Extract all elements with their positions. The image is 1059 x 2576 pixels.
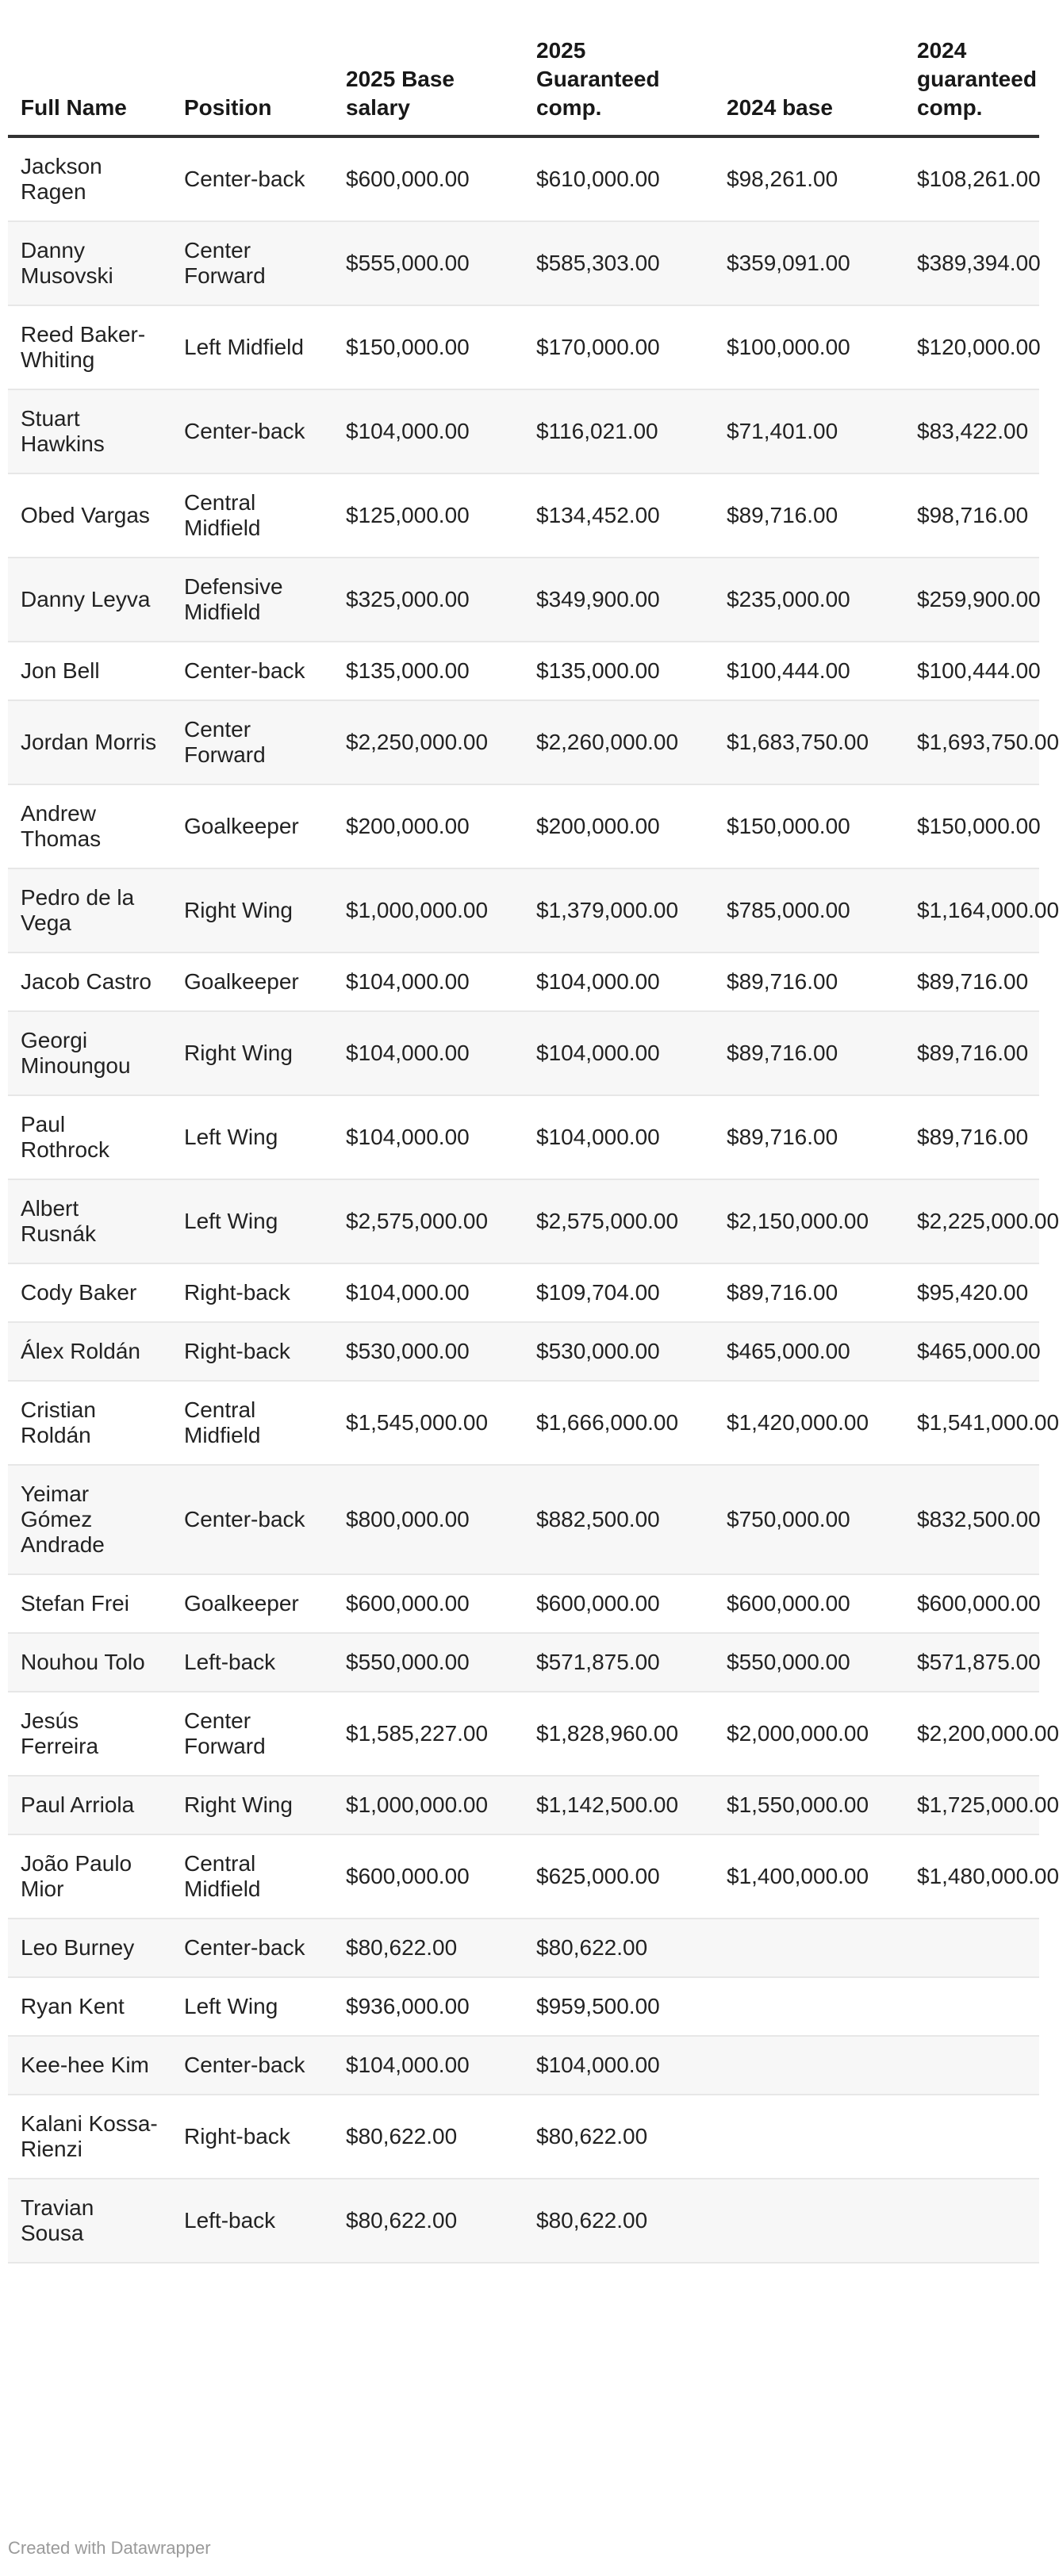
cell-2025-base-salary: $104,000.00	[333, 389, 524, 473]
cell-2025-guaranteed-comp: $104,000.00	[524, 1011, 714, 1095]
cell-full-name: Paul Rothrock	[8, 1095, 171, 1179]
cell-full-name: Albert Rusnák	[8, 1179, 171, 1263]
cell-2025-base-salary: $555,000.00	[333, 221, 524, 305]
cell-position: Center Forward	[171, 221, 333, 305]
cell-2024-guaranteed-comp: $571,875.00	[904, 1633, 1039, 1692]
cell-2025-guaranteed-comp: $349,900.00	[524, 558, 714, 642]
cell-full-name: Jordan Morris	[8, 700, 171, 784]
cell-full-name: Cody Baker	[8, 1263, 171, 1322]
cell-2025-base-salary: $104,000.00	[333, 953, 524, 1011]
table-row	[8, 1834, 1039, 1919]
cell-2024-base: $98,261.00	[714, 136, 904, 221]
cell-2025-base-salary: $150,000.00	[333, 305, 524, 389]
cell-2025-base-salary: $600,000.00	[333, 136, 524, 221]
cell-full-name: Jon Bell	[8, 642, 171, 700]
cell-2024-guaranteed-comp: $832,500.00	[904, 1465, 1039, 1574]
cell-2025-base-salary: $104,000.00	[333, 2036, 524, 2095]
cell-2024-base: $89,716.00	[714, 1011, 904, 1095]
table-row	[8, 389, 1039, 473]
cell-2025-base-salary: $2,575,000.00	[333, 1179, 524, 1263]
cell-2024-base: $71,401.00	[714, 389, 904, 473]
cell-position: Goalkeeper	[171, 953, 333, 1011]
table-row	[8, 784, 1039, 868]
cell-2024-guaranteed-comp	[904, 2036, 1039, 2095]
cell-2025-guaranteed-comp: $1,666,000.00	[524, 1381, 714, 1465]
cell-2024-base: $89,716.00	[714, 1095, 904, 1179]
table-row	[8, 1977, 1039, 2036]
table-row	[8, 1095, 1039, 1179]
cell-position: Center Forward	[171, 1692, 333, 1776]
cell-2025-base-salary: $1,545,000.00	[333, 1381, 524, 1465]
cell-2024-guaranteed-comp: $95,420.00	[904, 1263, 1039, 1322]
cell-2025-guaranteed-comp: $610,000.00	[524, 136, 714, 221]
table-row	[8, 642, 1039, 700]
cell-2024-guaranteed-comp: $89,716.00	[904, 1095, 1039, 1179]
cell-2024-base: $1,550,000.00	[714, 1776, 904, 1834]
column-header-position[interactable]: Position	[171, 24, 333, 136]
cell-position: Left-back	[171, 2179, 333, 2263]
cell-2024-base	[714, 2036, 904, 2095]
cell-position: Left Midfield	[171, 305, 333, 389]
cell-2024-guaranteed-comp: $389,394.00	[904, 221, 1039, 305]
cell-full-name: Georgi Minoungou	[8, 1011, 171, 1095]
column-header-2024-base[interactable]: 2024 base	[714, 24, 904, 136]
cell-2024-base: $89,716.00	[714, 953, 904, 1011]
cell-position: Left Wing	[171, 1179, 333, 1263]
cell-position: Central Midfield	[171, 1381, 333, 1465]
cell-position: Center-back	[171, 642, 333, 700]
column-header-2025-guaranteed-comp[interactable]: 2025 Guaranteed comp.	[524, 24, 714, 136]
cell-2024-base: $235,000.00	[714, 558, 904, 642]
salary-table	[8, 24, 1059, 2264]
cell-2024-guaranteed-comp: $100,444.00	[904, 642, 1039, 700]
table-row	[8, 1011, 1039, 1095]
cell-2024-guaranteed-comp: $98,716.00	[904, 473, 1039, 558]
cell-2025-guaranteed-comp: $109,704.00	[524, 1263, 714, 1322]
cell-full-name: Obed Vargas	[8, 473, 171, 558]
cell-2025-guaranteed-comp: $530,000.00	[524, 1322, 714, 1381]
cell-full-name: Nouhou Tolo	[8, 1633, 171, 1692]
cell-2025-guaranteed-comp: $80,622.00	[524, 1919, 714, 1977]
column-header-2024-guaranteed-comp[interactable]: 2024 guaranteed comp.	[904, 24, 1039, 136]
table-header	[8, 24, 1039, 136]
cell-2025-guaranteed-comp: $80,622.00	[524, 2179, 714, 2263]
cell-2025-guaranteed-comp: $200,000.00	[524, 784, 714, 868]
cell-2025-base-salary: $135,000.00	[333, 642, 524, 700]
cell-2024-guaranteed-comp: $150,000.00	[904, 784, 1039, 868]
cell-2025-base-salary: $125,000.00	[333, 473, 524, 558]
table-row	[8, 1381, 1039, 1465]
cell-position: Center-back	[171, 389, 333, 473]
cell-position: Center-back	[171, 1465, 333, 1574]
cell-2025-base-salary: $104,000.00	[333, 1011, 524, 1095]
cell-position: Left-back	[171, 1633, 333, 1692]
cell-2024-guaranteed-comp	[904, 2179, 1039, 2263]
table-row	[8, 221, 1039, 305]
table-row	[8, 558, 1039, 642]
cell-2025-base-salary: $1,000,000.00	[333, 1776, 524, 1834]
table-body	[8, 136, 1059, 2263]
cell-full-name: Leo Burney	[8, 1919, 171, 1977]
cell-full-name: Paul Arriola	[8, 1776, 171, 1834]
cell-2024-base: $100,444.00	[714, 642, 904, 700]
cell-2025-guaranteed-comp: $600,000.00	[524, 1574, 714, 1633]
cell-2025-base-salary: $80,622.00	[333, 2179, 524, 2263]
table-row	[8, 1179, 1039, 1263]
cell-2024-guaranteed-comp	[904, 2095, 1039, 2179]
cell-2024-base: $785,000.00	[714, 868, 904, 953]
cell-2025-guaranteed-comp: $134,452.00	[524, 473, 714, 558]
table-row	[8, 1692, 1039, 1776]
cell-2025-guaranteed-comp: $2,575,000.00	[524, 1179, 714, 1263]
cell-2024-guaranteed-comp: $1,725,000.00	[904, 1776, 1039, 1834]
cell-position: Center-back	[171, 1919, 333, 1977]
cell-position: Central Midfield	[171, 473, 333, 558]
cell-2025-base-salary: $600,000.00	[333, 1834, 524, 1919]
cell-full-name: Stefan Frei	[8, 1574, 171, 1633]
table-row	[8, 953, 1039, 1011]
cell-position: Right Wing	[171, 1776, 333, 1834]
cell-2024-base: $600,000.00	[714, 1574, 904, 1633]
cell-position: Right Wing	[171, 868, 333, 953]
cell-2024-guaranteed-comp: $89,716.00	[904, 1011, 1039, 1095]
table-row	[8, 2036, 1039, 2095]
cell-position: Right Wing	[171, 1011, 333, 1095]
cell-full-name: Yeimar Gómez Andrade	[8, 1465, 171, 1574]
cell-full-name: Kalani Kossa-Rienzi	[8, 2095, 171, 2179]
cell-2024-guaranteed-comp: $83,422.00	[904, 389, 1039, 473]
table-row	[8, 1322, 1039, 1381]
cell-full-name: Andrew Thomas	[8, 784, 171, 868]
cell-full-name: Álex Roldán	[8, 1322, 171, 1381]
cell-2024-base: $550,000.00	[714, 1633, 904, 1692]
cell-2024-guaranteed-comp: $2,225,000.00	[904, 1179, 1039, 1263]
table-row	[8, 1263, 1039, 1322]
cell-2024-guaranteed-comp: $120,000.00	[904, 305, 1039, 389]
cell-full-name: Danny Leyva	[8, 558, 171, 642]
table-row	[8, 136, 1039, 221]
cell-2024-base: $750,000.00	[714, 1465, 904, 1574]
cell-position: Right-back	[171, 2095, 333, 2179]
cell-position: Right-back	[171, 1263, 333, 1322]
cell-2024-base: $150,000.00	[714, 784, 904, 868]
cell-2024-base: $1,420,000.00	[714, 1381, 904, 1465]
cell-2024-base: $465,000.00	[714, 1322, 904, 1381]
cell-2025-base-salary: $1,000,000.00	[333, 868, 524, 953]
cell-full-name: Jesús Ferreira	[8, 1692, 171, 1776]
cell-full-name: Reed Baker-Whiting	[8, 305, 171, 389]
cell-2025-base-salary: $80,622.00	[333, 1919, 524, 1977]
cell-full-name: Jackson Ragen	[8, 136, 171, 221]
column-header-2025-base-salary[interactable]: 2025 Base salary	[333, 24, 524, 136]
cell-2024-base: $359,091.00	[714, 221, 904, 305]
table-row	[8, 2179, 1039, 2263]
salary-table-container[interactable]	[8, 24, 1059, 2264]
cell-2024-base: $89,716.00	[714, 473, 904, 558]
cell-2024-guaranteed-comp: $108,261.00	[904, 136, 1039, 221]
cell-2025-guaranteed-comp: $104,000.00	[524, 953, 714, 1011]
table-row	[8, 1633, 1039, 1692]
cell-full-name: Stuart Hawkins	[8, 389, 171, 473]
cell-2025-guaranteed-comp: $135,000.00	[524, 642, 714, 700]
cell-2025-base-salary: $80,622.00	[333, 2095, 524, 2179]
cell-position: Center-back	[171, 136, 333, 221]
cell-2024-base: $2,150,000.00	[714, 1179, 904, 1263]
header-row	[8, 24, 1039, 136]
column-header-full-name[interactable]: Full Name	[8, 24, 171, 136]
cell-position: Right-back	[171, 1322, 333, 1381]
table-row	[8, 700, 1039, 784]
cell-2025-base-salary: $200,000.00	[333, 784, 524, 868]
cell-2024-guaranteed-comp: $1,693,750.00	[904, 700, 1039, 784]
cell-2025-guaranteed-comp: $1,142,500.00	[524, 1776, 714, 1834]
cell-2025-guaranteed-comp: $571,875.00	[524, 1633, 714, 1692]
cell-2025-guaranteed-comp: $1,379,000.00	[524, 868, 714, 953]
cell-2025-base-salary: $550,000.00	[333, 1633, 524, 1692]
cell-full-name: João Paulo Mior	[8, 1834, 171, 1919]
cell-position: Center Forward	[171, 700, 333, 784]
cell-full-name: Ryan Kent	[8, 1977, 171, 2036]
cell-2024-guaranteed-comp	[904, 1919, 1039, 1977]
cell-2025-guaranteed-comp: $104,000.00	[524, 2036, 714, 2095]
cell-2024-base: $1,400,000.00	[714, 1834, 904, 1919]
cell-2024-base: $2,000,000.00	[714, 1692, 904, 1776]
cell-2025-base-salary: $936,000.00	[333, 1977, 524, 2036]
cell-2025-base-salary: $800,000.00	[333, 1465, 524, 1574]
cell-full-name: Jacob Castro	[8, 953, 171, 1011]
cell-2025-base-salary: $325,000.00	[333, 558, 524, 642]
cell-2024-guaranteed-comp: $1,480,000.00	[904, 1834, 1039, 1919]
cell-2025-guaranteed-comp: $116,021.00	[524, 389, 714, 473]
cell-2025-guaranteed-comp: $170,000.00	[524, 305, 714, 389]
cell-2024-guaranteed-comp: $89,716.00	[904, 953, 1039, 1011]
table-row	[8, 1465, 1039, 1574]
cell-position: Left Wing	[171, 1977, 333, 2036]
cell-2025-guaranteed-comp: $882,500.00	[524, 1465, 714, 1574]
cell-2025-base-salary: $1,585,227.00	[333, 1692, 524, 1776]
cell-position: Central Midfield	[171, 1834, 333, 1919]
cell-full-name: Danny Musovski	[8, 221, 171, 305]
cell-2024-guaranteed-comp	[904, 1977, 1039, 2036]
cell-2024-base	[714, 2095, 904, 2179]
cell-2025-guaranteed-comp: $585,303.00	[524, 221, 714, 305]
cell-2025-guaranteed-comp: $625,000.00	[524, 1834, 714, 1919]
table-row	[8, 868, 1039, 953]
cell-position: Center-back	[171, 2036, 333, 2095]
cell-2024-base: $1,683,750.00	[714, 700, 904, 784]
table-row	[8, 1574, 1039, 1633]
cell-2025-base-salary: $104,000.00	[333, 1263, 524, 1322]
cell-2024-base	[714, 1977, 904, 2036]
cell-position: Goalkeeper	[171, 1574, 333, 1633]
datawrapper-credit: Created with Datawrapper	[8, 2538, 211, 2558]
cell-full-name: Kee-hee Kim	[8, 2036, 171, 2095]
cell-2024-guaranteed-comp: $465,000.00	[904, 1322, 1039, 1381]
cell-2024-guaranteed-comp: $600,000.00	[904, 1574, 1039, 1633]
cell-2024-guaranteed-comp: $2,200,000.00	[904, 1692, 1039, 1776]
cell-2025-base-salary: $104,000.00	[333, 1095, 524, 1179]
cell-position: Left Wing	[171, 1095, 333, 1179]
cell-2025-base-salary: $530,000.00	[333, 1322, 524, 1381]
cell-2024-guaranteed-comp: $1,164,000.00	[904, 868, 1039, 953]
table-row	[8, 1776, 1039, 1834]
cell-2024-base: $89,716.00	[714, 1263, 904, 1322]
cell-full-name: Travian Sousa	[8, 2179, 171, 2263]
cell-2024-guaranteed-comp: $259,900.00	[904, 558, 1039, 642]
cell-2024-base	[714, 2179, 904, 2263]
cell-2025-guaranteed-comp: $1,828,960.00	[524, 1692, 714, 1776]
cell-full-name: Cristian Roldán	[8, 1381, 171, 1465]
cell-2025-guaranteed-comp: $2,260,000.00	[524, 700, 714, 784]
cell-2025-base-salary: $600,000.00	[333, 1574, 524, 1633]
cell-2025-guaranteed-comp: $104,000.00	[524, 1095, 714, 1179]
cell-position: Goalkeeper	[171, 784, 333, 868]
table-row	[8, 305, 1039, 389]
cell-position: Defensive Midfield	[171, 558, 333, 642]
table-row	[8, 1919, 1039, 1977]
table-row	[8, 2095, 1039, 2179]
cell-full-name: Pedro de la Vega	[8, 868, 171, 953]
cell-2025-guaranteed-comp: $959,500.00	[524, 1977, 714, 2036]
cell-2024-base: $100,000.00	[714, 305, 904, 389]
cell-2024-base	[714, 1919, 904, 1977]
cell-2025-base-salary: $2,250,000.00	[333, 700, 524, 784]
table-row	[8, 473, 1039, 558]
cell-2024-guaranteed-comp: $1,541,000.00	[904, 1381, 1039, 1465]
cell-2025-guaranteed-comp: $80,622.00	[524, 2095, 714, 2179]
